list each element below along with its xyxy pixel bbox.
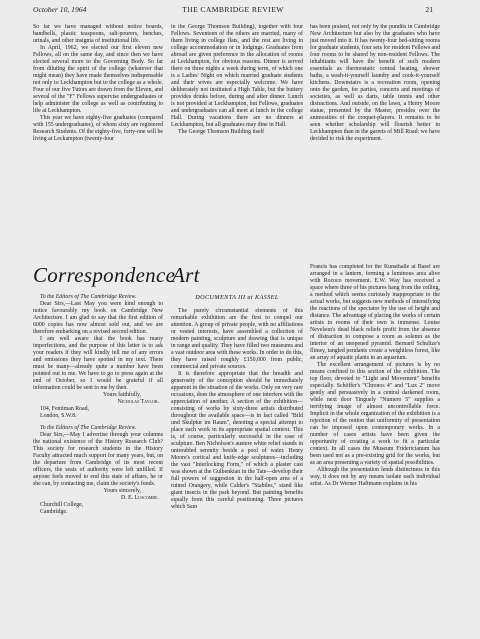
paragraph: Dear Sirs,—May I advertise through your columns the national existence of the History Research Club? This society for research students in the History Faculty attracted much support for many years, but, on the departure from Cambridge of its most recent officers, the seats of authority were left unfilled. If anyone feels moved to end this state of affairs, he or she can, by contacting me, claim the society's funds.	[33, 432, 163, 487]
paragraph: Dear Sirs,—Last May you were kind enough to notice favourably my book on Cambridge New Architecture. I am glad to say that the first edition of 6000 copies has now almost sold out, and we are therefore embarking on a revised second edition.	[33, 301, 163, 335]
address-line: 104, Fentiman Road,	[40, 406, 90, 412]
art-column-2	[171, 308, 303, 634]
paragraph: It is therefore appropriate that the breadth and generosity of the conception should be immediately apparent in the situation of the works. Only on very rare occasions, does the atmosphere of one interfere with the appreciation of another. A section of the exhibition—consisting of works by sixty-three artists distributed throughout the available space—is in fact called "Bild und Skulptur im Raum", denoting a special attempt to place each work in its appropriate spatial context. This is, of course, particularly successful in the case of sculpture. Ben Nicholson's austere white relief stands in untroubled serenity beside a pool of water. Henry Moore's cortical and knife-edge sculptures—including the vast "Interlocking Form," of which a plaster cast was shown at the Gulbenkian in the Tate—develop their full powers of suggestion in the half-open area of a ruined Orangery, while Calder's "Stabiles," stand like giant insects in the park beyond. But painting benefits equally from this careful positioning. Three pictures which Sam	[171, 371, 303, 510]
paragraph: Although the presentation lends distinctness in this way, it does not by any means isolate each individual artist. As Dr Werner Haftmann explains in his	[310, 467, 440, 487]
letter-signature: D. E. Luscombe.	[120, 495, 159, 501]
letter-closing: Yours faithfully,	[103, 392, 141, 398]
top-column-2	[171, 24, 303, 246]
address-line: Cambridge.	[40, 509, 68, 515]
paragraph: in the George Thomson Building), together with four Fellows. Seventeen of the others are married, many of them living in college flats, and the rest are living in college accommodation or in lodgings. Graduates from abroad are given preference in the allocation of rooms at Leckhampton, for obvious reasons. Dinner is served there on three nights a week during term, of which one is a Ladies' Night on which married graduate students and their wives are especially welcome. We have deliberately not instituted a High Table, but the buttery provides drinks before, during and after dinner. Lunch is not provided at Leckhampton, but Fellows, graduates and undergraduates can all meet at lunch in the college Hall. During vacations there are no dinners at Leckhampton, but all graduates may dine in Hall.	[171, 24, 303, 128]
paragraph: So far we have managed without notice boards, handbells, plastic teaspoons, salt-pourers, benches, urinals, and other insignia of institutional life.	[33, 24, 163, 44]
art-heading: Art	[172, 263, 200, 287]
page-number: 21	[425, 5, 433, 14]
paragraph: The excellent arrangement of pictures is by no means confined to this section of the exhibition. The top floor, devoted to "Light and Movement" benefits especially. Schöffer's "Chronos 4" and "Lux 2" move gently and persuasively in a central darkened room, while next door Tinguely "Numero 5" supplies a terrifying image of almost uncontrollable force. Implicit in the whole organization of the exhibition is a rejection of the notion that uniformity of presentation can be imposed upon contemporary works. In a number of cases artists have been given the opportunity of creating a work to fit a particular context. In all cases the Museum Fridericianum has been used not as a pre-existing grid for the works, but as an area presenting a variety of spatial possibilities.	[310, 362, 440, 466]
paragraph: I am well aware that the book has many imperfections, and the purpose of this letter is to ask your readers if they will kindly tell me of any errors and omissions they have spotted in my text. There must be many—already quite a number have been pointed out to me. We have to go to press again at the end of October, so I would be grateful if all information could be sent to me by then.	[33, 336, 163, 391]
top-column-3	[310, 24, 440, 246]
paragraph: Francis has completed for the Kunsthalle at Basel are arranged in a lantern, forming a luminous area alive with Rococo movement. E.W. Way has received a space where three of his pictures hang from the ceiling, a method which seems curiously inappropriate to the actual works, but suggests new methods of intensifying the reactions of the spectator by the use of height and distance. The advantage of placing the works of certain artists in rooms of their own is immense. Louise Nevelson's dead black reliefs profit from the absence of distraction to compose a room as solemn as the interior of an unopened pyramid. Bernard Schultze's flimsy, tangled pendants create a weightless forest, like an array of aquatic plants in an aquarium.	[310, 264, 440, 361]
correspondence-column	[33, 294, 163, 634]
paragraph: The George Thomson Building itself	[178, 129, 265, 135]
letter-closing: Yours sincerely,	[103, 488, 141, 494]
letter-signature: Nicholas Taylor.	[117, 399, 159, 405]
address-line: Churchill College,	[40, 502, 84, 508]
letter-salutation: To the Editors of The Cambridge Review.	[40, 425, 137, 431]
top-column-1	[33, 24, 163, 246]
paragraph: In April, 1962, we elected our first eleven new Fellows, all on the same day, and since then we have elected several more to the Governing Body. So far from diluting the spirit of the college (whatever that might mean) they have made themselves indispensable not only to Leckhampton but to the college as a whole. Four of our five Tutors are drawn from the Eleven, and several of the "F" Fellows supervise undergraduates or help administer the college as well as contributing to life at Leckhampton.	[33, 45, 163, 114]
page-header	[33, 5, 433, 17]
issue-date: October 10, 1964	[33, 5, 87, 14]
paragraph: The purely circumstantial elements of this remarkable exhibition are the first to compel our attention. A group of private people, with no affiliations or vested interests, have assembled a collection of modern painting, sculpture and drawing that is unique in range and quality. They have filled two museums and a vast outdoor area with these works. In order to do this, they have raised roughly £150,000 from public, commercial and private sources.	[171, 308, 303, 370]
letter-salutation: To the Editors of The Cambridge Review.	[40, 294, 137, 300]
art-column-3	[310, 264, 440, 634]
paragraph: has been praised, not only by the pundits in Cambridge New Architecture but also by the graduates who have just moved into it. It has twenty-four bed-sitting rooms for graduate students, four sets for resident Fellows and four rooms to be shared by non-resident Fellows. The inhabitants will have the benefit of such modern essentials as thermostatic central heating, shower baths, a wash-it-yourself laundry and cook-it-yourself kitchens. Downstairs is a recreation room, opening onto the garden, for parties, concerts and meetings of societies, as well as darts, table tennis and other distractions. And outside, on the lawn, a Henry Moore statue, presented by the Master, presides over the animosities of the croquet-players. It remains to be seen whether scholarship will flourish better in Leckhampton than in the garrets of Mill Road: we have decided to risk the experiment.	[310, 24, 440, 142]
address-line: London, S.W.8.	[40, 413, 77, 419]
art-subheading: DOCUMENTA III at KASSEL	[195, 294, 279, 301]
publication-title: THE CAMBRIDGE REVIEW	[182, 5, 284, 14]
paragraph: This year we have eighty-five graduates (compared with 155 undergraduates), of whom sixty are registered Research Students. Of the eighty-five, forty-one will be living at Leckampton (twenty-four	[33, 115, 163, 142]
correspondence-heading: Correspondence	[33, 263, 176, 287]
